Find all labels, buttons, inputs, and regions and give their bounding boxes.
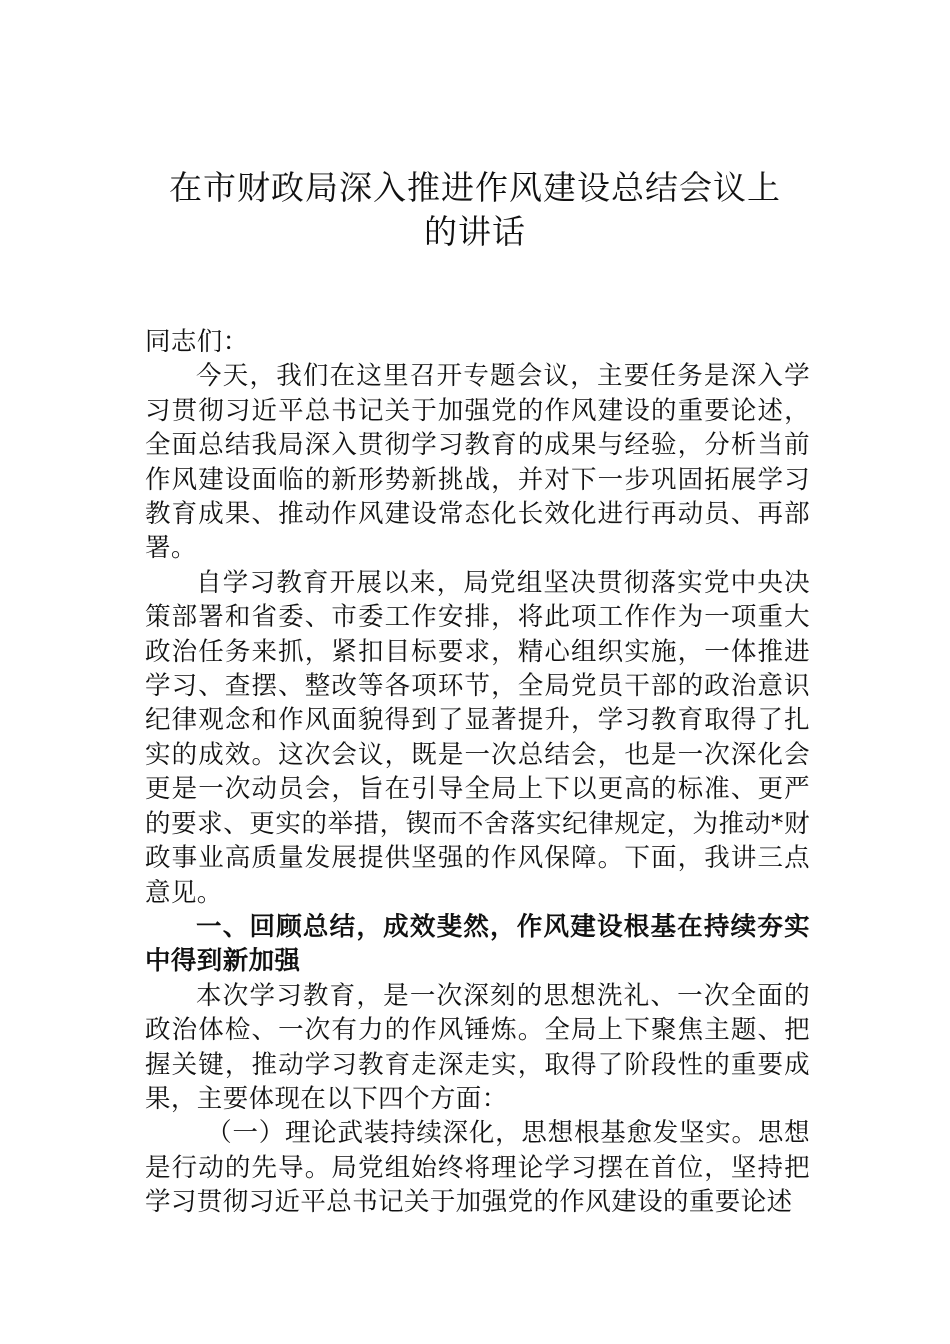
paragraph-background: 自学习教育开展以来，局党组坚决贯彻落实党中央决策部署和省委、市委工作安排，将此项工作作为一项重大政治任务来抓，紧扣目标要求，精心组织实施，一体推进学习、查摆、整改等各项环节，全局党员干部的政治意识纪律观念和作风面貌得到了显著提升，学习教育取得了扎实的成效。这次会议，既是一次总结会，也是一次深化会更是一次动员会，旨在引导全局上下以更高的标准、更严的要求、更实的举措，锲而不舍落实纪律规定，为推动*财政事业高质量发展提供坚强的作风保障。下面，我讲三点意见。 xyxy=(145,567,810,908)
section-heading: 一、回顾总结，成效斐然，作风建设根基在持续夯实中得到新加强 xyxy=(145,911,810,977)
document-title-line-1: 在市财政局深入推进作风建设总结会议上 xyxy=(169,168,781,207)
paragraph-section-intro: 本次学习教育，是一次深刻的思想洗礼、一次全面的政治体检、一次有力的作风锤炼。全局上下聚焦主题、把握关键，推动学习教育走深走实，取得了阶段性的重要成果，主要体现在以下四个方面： xyxy=(145,980,810,1114)
salutation: 同志们： xyxy=(145,327,249,357)
document-body xyxy=(145,325,810,1220)
paragraph-opening: 今天，我们在这里召开专题会议，主要任务是深入学习贯彻习近平总书记关于加强党的作风建设的重要论述，全面总结我局深入贯彻学习教育的成果与经验，分析当前作风建设面临的新形势新挑战，并对下一步巩固拓展学习教育成果、推动作风建设常态化长效化进行再动员、再部署。 xyxy=(145,361,810,564)
paragraph-subsection-1: （一）理论武装持续深化，思想根基愈发坚实。思想是行动的先导。局党组始终将理论学习摆在首位，坚持把学习贯彻习近平总书记关于加强党的作风建设的重要论述 xyxy=(145,1118,810,1218)
document-title-line-2: 的讲话 xyxy=(424,212,526,251)
